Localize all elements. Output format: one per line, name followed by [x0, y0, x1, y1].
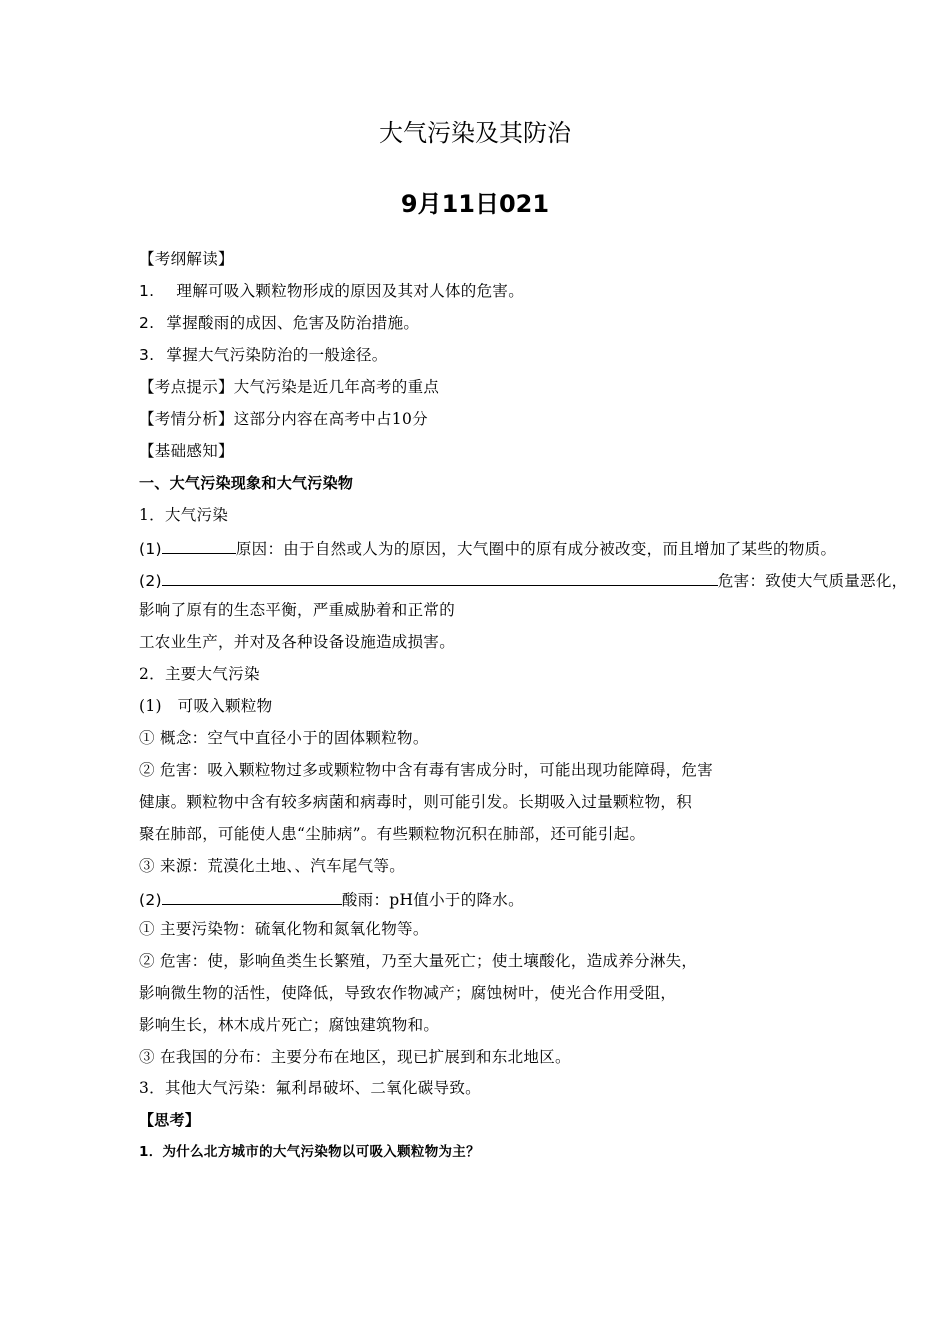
subheading-particulates: (1) 可吸入颗粒物: [139, 697, 273, 715]
fill-in-line-3: [139, 888, 524, 910]
fill-blank[interactable]: [162, 537, 236, 554]
item-number: 3.: [139, 346, 155, 364]
subheading-main-pollution: 2．主要大气污染: [139, 665, 260, 683]
paragraph-line: ① 主要污染物：硫氧化物和氮氧化物等。: [139, 920, 429, 938]
exam-point-hint: 【考点提示】大气污染是近几年高考的重点: [139, 378, 440, 396]
paragraph-line: 影响微生物的活性，使降低，导致农作物减产；腐蚀树叶，使光合作用受阻，: [139, 984, 677, 1002]
section-label-syllabus: 【考纲解读】: [139, 250, 234, 268]
fill-blank[interactable]: [162, 569, 718, 586]
paragraph-line: ① 概念：空气中直径小于的固体颗粒物。: [139, 729, 429, 747]
paragraph-line: 影响了原有的生态平衡，严重威胁着和正常的: [139, 601, 456, 619]
paragraph-line: 聚在肺部，可能使人患“尘肺病”。有些颗粒物沉积在肺部，还可能引起。: [139, 825, 646, 843]
fill-in-line-2: [139, 569, 907, 591]
syllabus-item-2: [139, 313, 419, 333]
thinking-question-1: 1．为什么北方城市的大气污染物以可吸入颗粒物为主？: [139, 1144, 480, 1160]
syllabus-item-1: [139, 281, 524, 301]
paragraph-line: 健康。颗粒物中含有较多病菌和病毒时，则可能引发。长期吸入过量颗粒物，积: [139, 793, 693, 811]
section-label-thinking: 【思考】: [139, 1111, 201, 1129]
line-text: 原因：由于自然或人为的原因，大气圈中的原有成分被改变，而且增加了某些的物质。: [235, 540, 837, 558]
syllabus-item-3: [139, 345, 388, 365]
item-text: 掌握酸雨的成因、危害及防治措施。: [166, 314, 420, 332]
item-number: (2): [139, 891, 162, 909]
section-heading-1: 一、大气污染现象和大气污染物: [139, 474, 354, 492]
fill-blank[interactable]: [162, 888, 342, 905]
exam-analysis: 【考情分析】这部分内容在高考中占10分: [139, 410, 428, 428]
paragraph-line: ③ 在我国的分布：主要分布在地区，现已扩展到和东北地区。: [139, 1048, 571, 1066]
paragraph-line: 工农业生产，并对及各种设备设施造成损害。: [139, 633, 456, 651]
fill-in-line-1: [139, 537, 836, 559]
document-title: 大气污染及其防治: [379, 119, 571, 147]
subheading-air-pollution: 1．大气污染: [139, 506, 229, 524]
item-number: 2.: [139, 314, 155, 332]
item-text: 理解可吸入颗粒物形成的原因及其对人体的危害。: [176, 282, 524, 300]
document-subtitle: 9月11日021: [400, 190, 550, 218]
paragraph-line: 影响生长，林木成片死亡；腐蚀建筑物和。: [139, 1016, 440, 1034]
line-text: 酸雨：pH值小于的降水。: [341, 891, 524, 909]
item-number: (2): [139, 572, 162, 590]
paragraph-line: ② 危害：吸入颗粒物过多或颗粒物中含有毒有害成分时，可能出现功能障碍，危害: [139, 761, 714, 779]
item-number: 1.: [139, 282, 155, 300]
line-text: 危害：致使大气质量恶化，: [717, 572, 908, 590]
paragraph-line: ② 危害：使，影响鱼类生长繁殖，乃至大量死亡；使土壤酸化，造成养分淋失，: [139, 952, 698, 970]
paragraph-line: ③ 来源：荒漠化土地、、汽车尾气等。: [139, 857, 406, 875]
item-number: (1): [139, 540, 162, 558]
item-text: 掌握大气污染防治的一般途径。: [166, 346, 388, 364]
section-label-basics: 【基础感知】: [139, 442, 234, 460]
subheading-other-pollution: 3．其他大气污染：氟利昂破坏、二氧化碳导致。: [139, 1079, 481, 1097]
